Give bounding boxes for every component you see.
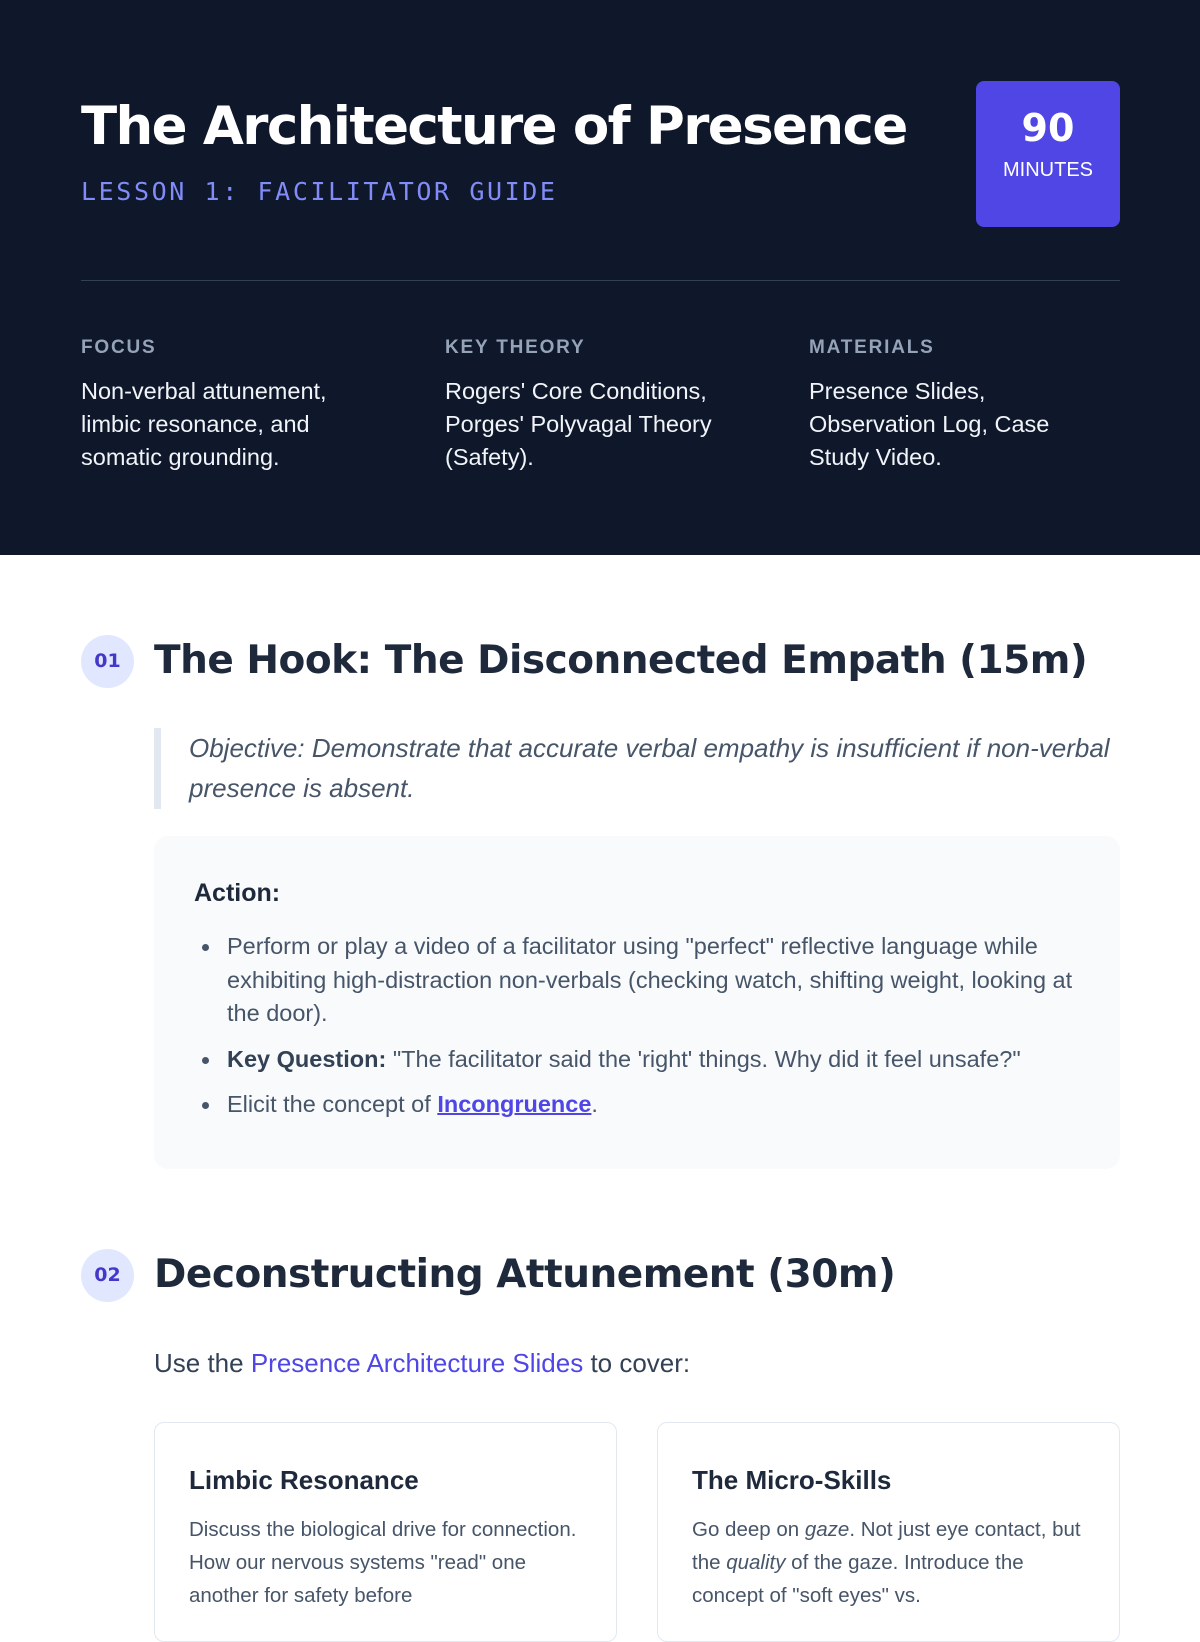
action-title: Action: xyxy=(194,879,281,907)
page-title: The Architecture of Presence xyxy=(81,96,907,157)
lesson-subtitle: LESSON 1: FACILITATOR GUIDE xyxy=(81,177,558,206)
lesson-header xyxy=(0,0,1200,555)
section-title: The Hook: The Disconnected Empath (15m) xyxy=(154,638,1088,683)
meta-text: Non-verbal attunement, limbic resonance, and somatic grounding. xyxy=(81,378,327,470)
card-text-emphasis: quality xyxy=(726,1551,786,1574)
action-list xyxy=(194,930,1080,1122)
intro-text: to cover: xyxy=(583,1348,691,1378)
duration-badge xyxy=(976,81,1120,227)
objective-text: Objective: Demonstrate that accurate verbal empathy is insufficient if non-verbal presence is absent. xyxy=(189,733,1110,803)
meta-materials xyxy=(809,335,1109,474)
incongruence-link[interactable]: Incongruence xyxy=(437,1091,592,1117)
card-text-part: Go deep on xyxy=(692,1518,805,1541)
card-text-part: of the gaze. Introduce the concept of "soft eyes" vs. xyxy=(692,1551,1024,1607)
presence-slides-link[interactable]: Presence Architecture Slides xyxy=(250,1348,584,1378)
meta-text: Presence Slides, Observation Log, Case Study Video. xyxy=(809,378,1050,470)
list-item xyxy=(194,1043,1080,1077)
list-item-text: Perform or play a video of a facilitator using "perfect" reflective language while exhibiting high-distraction non-verbals (checking watch, shifting weight, looking at the door). xyxy=(227,933,1073,1026)
list-item xyxy=(194,930,1080,1031)
list-item-text: Elicit the concept of xyxy=(227,1091,438,1117)
card-text-emphasis: gaze xyxy=(804,1518,850,1541)
card-text: Discuss the biological drive for connection. How our nervous systems "read" one another for safety before xyxy=(189,1518,577,1607)
duration-value: 90 xyxy=(1021,106,1075,150)
key-question-text: "The facilitator said the 'right' things. Why did it feel unsafe?" xyxy=(386,1045,1021,1072)
action-panel xyxy=(154,836,1120,1169)
meta-label: FOCUS xyxy=(81,337,157,358)
section-number-badge: 01 xyxy=(81,635,134,688)
meta-focus xyxy=(81,335,381,474)
header-divider xyxy=(81,280,1120,281)
card-title: The Micro-Skills xyxy=(692,1465,892,1495)
card-micro-skills xyxy=(657,1422,1120,1642)
objective-quote xyxy=(154,728,1120,809)
card-limbic-resonance xyxy=(154,1422,617,1642)
meta-label: MATERIALS xyxy=(809,337,935,358)
bullet-icon xyxy=(202,1057,209,1064)
card-text xyxy=(692,1513,1085,1612)
section-number-badge: 02 xyxy=(81,1249,134,1302)
section-title: Deconstructing Attunement (30m) xyxy=(154,1252,896,1297)
card-text-part: . Not just eye contact, but the xyxy=(692,1518,1081,1574)
meta-label: KEY THEORY xyxy=(445,337,586,358)
key-question-label: Key Question: xyxy=(227,1045,387,1072)
card-title: Limbic Resonance xyxy=(189,1465,419,1495)
intro-text: Use the xyxy=(154,1348,251,1378)
bullet-icon xyxy=(202,1102,209,1109)
meta-key-theory xyxy=(445,335,745,474)
list-item-text: . xyxy=(591,1091,598,1117)
duration-unit: MINUTES xyxy=(1003,159,1093,181)
bullet-icon xyxy=(202,944,209,951)
meta-text: Rogers' Core Conditions, Porges' Polyvagal Theory (Safety). xyxy=(445,378,712,470)
section-intro xyxy=(154,1346,690,1380)
list-item xyxy=(194,1088,1080,1122)
